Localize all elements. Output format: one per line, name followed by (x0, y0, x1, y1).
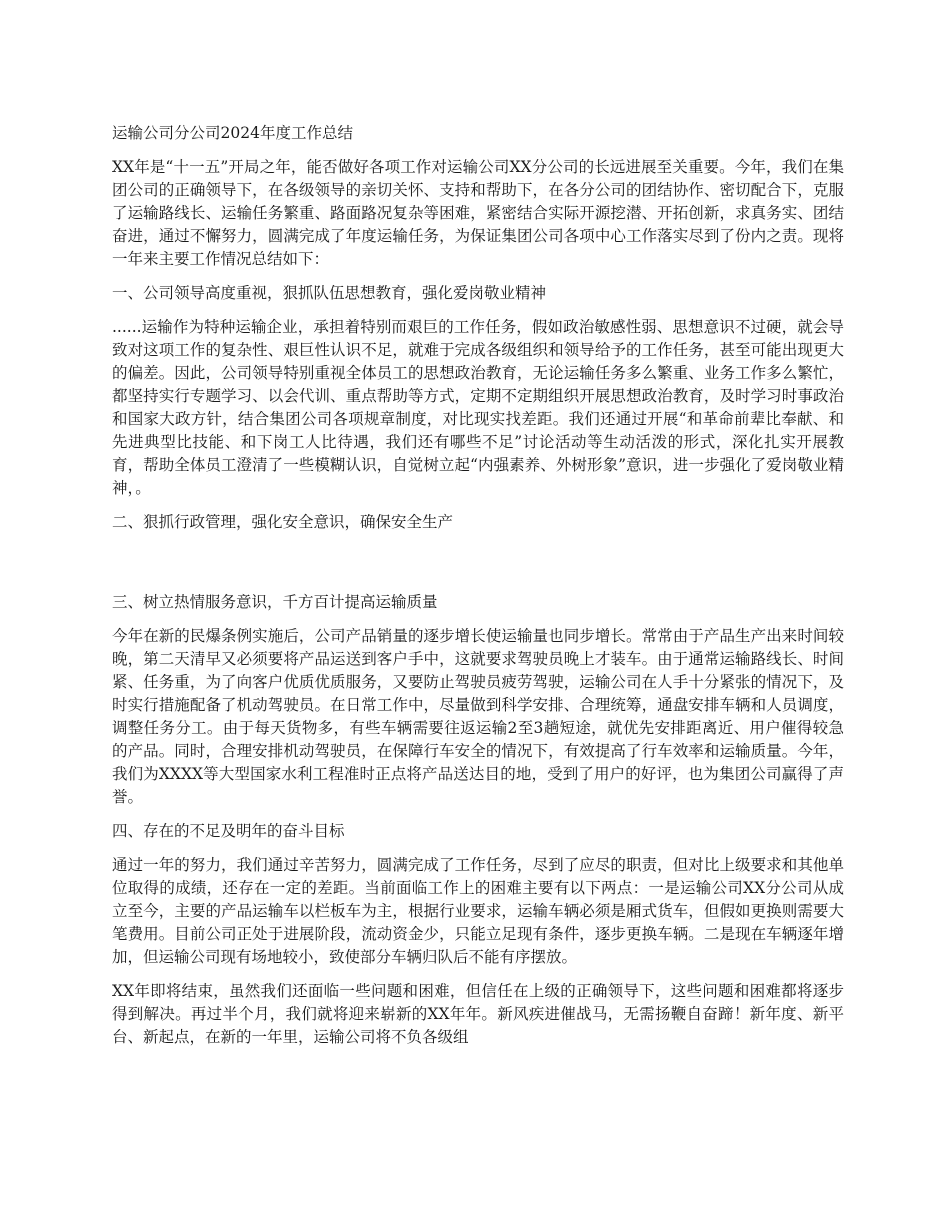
blank-space (112, 545, 844, 591)
intro-paragraph: XX年是“十一五”开局之年，能否做好各项工作对运输公司XX分公司的长远进展至关重要。今年，我们在集团公司的正确领导下，在各级领导的亲切关怀、支持和帮助下，在各分公司的团结协作、密切配合下，克服了运输路线长、运输任务繁重、路面路况复杂等困难，紧密结合实际开源挖潜、开拓创新，求真务实、团结奋进，通过不懈努力，圆满完成了年度运输任务，为保证集团公司各项中心工作落实尽到了份内之责。现将一年来主要工作情况总结如下： (112, 158, 844, 268)
section-2-heading: 二、狠抓行政管理，强化安全意识，确保安全生产 (112, 513, 454, 531)
section-3-heading: 三、树立热情服务意识，千方百计提高运输质量 (112, 593, 438, 611)
section-1-heading: 一、公司领导高度重视，狠抓队伍思想教育，强化爱岗敬业精神 (112, 284, 547, 302)
section-1-paragraph: ......运输作为特种运输企业，承担着特别而艰巨的工作任务，假如政治敏感性弱、思想意识不过硬，就会导致对这项工作的复杂性、艰巨性认识不足，就难于完成各级组织和领导给予的工作任务，甚至可能出现更大的偏差。因此，公司领导特别重视全体员工的思想政治教育，无论运输任务多么繁重、业务工作多么繁忙，都坚持实行专题学习、以会代训、重点帮助等方式，定期不定期组织开展思想政治教育，及时学习时事政治和国家大政方针，结合集团公司各项规章制度，对比现实找差距。我们还通过开展“和革命前辈比奉献、和先进典型比技能、和下岗工人比待遇，我们还有哪些不足”讨论活动等生动活泼的形式，深化扎实开展教育，帮助全体员工澄清了一些模糊认识，自觉树立起“内强素养、外树形象”意识，进一步强化了爱岗敬业精神，。 (112, 318, 844, 497)
document-title: 运输公司分公司2024年度工作总结 (112, 124, 353, 142)
section-4-heading: 四、存在的不足及明年的奋斗目标 (112, 822, 345, 840)
section-3-paragraph: 今年在新的民爆条例实施后，公司产品销量的逐步增长使运输量也同步增长。常常由于产品生产出来时间较晚，第二天清早又必须要将产品运送到客户手中，这就要求驾驶员晚上才装车。由于通常运输路线长、时间紧、任务重，为了向客户优质优质服务，又要防止驾驶员疲劳驾驶，运输公司在人手十分紧张的情况下，及时实行措施配备了机动驾驶员。在日常工作中，尽量做到科学安排、合理统筹，通盘安排车辆和人员调度，调整任务分工。由于每天货物多，有些车辆需要往返运输2至3趟短途，就优先安排距离近、用户催得较急的产品。同时，合理安排机动驾驶员，在保障行车安全的情况下，有效提高了行车效率和运输质量。今年，我们为XXXX等大型国家水利工程准时正点将产品送达目的地，受到了用户的好评，也为集团公司赢得了声誉。 (112, 627, 844, 806)
closing-paragraph: XX年即将结束，虽然我们还面临一些问题和困难，但信任在上级的正确领导下，这些问题和困难都将逐步得到解决。再过半个月，我们就将迎来崭新的XX年年。新风疾进催战马，无需扬鞭自奋蹄！新年度、新平台、新起点，在新的一年里，运输公司将不负各级组 (112, 982, 844, 1046)
section-4-paragraph: 通过一年的努力，我们通过辛苦努力，圆满完成了工作任务，尽到了应尽的职责，但对比上级要求和其他单位取得的成绩，还存在一定的差距。当前面临工作上的困难主要有以下两点：一是运输公司XX分公司从成立至今，主要的产品运输车以栏板车为主，根据行业要求，运输车辆必须是厢式货车，但假如更换则需要大笔费用。目前公司正处于进展阶段，流动资金少，只能立足现有条件，逐步更换车辆。二是现在车辆逐年增加，但运输公司现有场地较小，致使部分车辆归队后不能有序摆放。 (112, 856, 844, 966)
document-page (112, 122, 844, 1060)
